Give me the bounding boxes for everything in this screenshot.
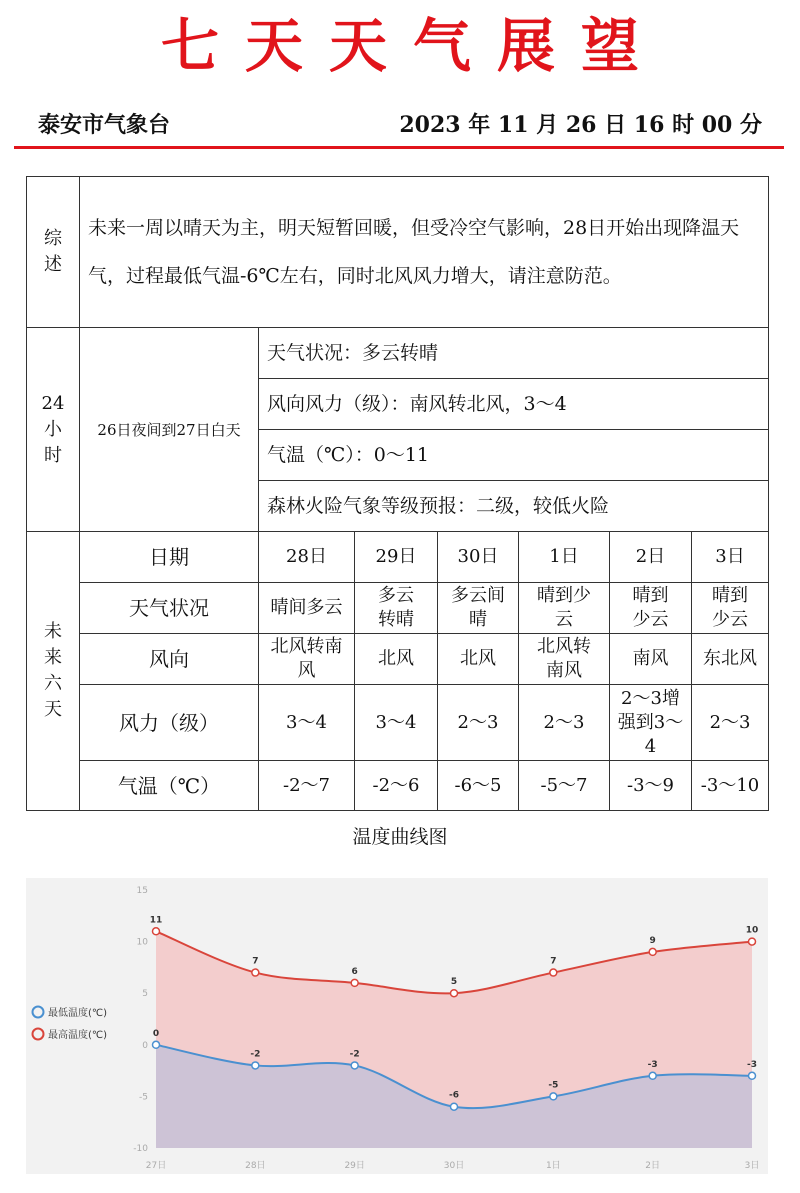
day-wind-force: 2～3增强到3～4 (610, 685, 692, 761)
x-tick-label: 29日 (344, 1161, 365, 1171)
day-weather: 晴到少云 (692, 583, 769, 634)
six-day-wind-dir-row (27, 634, 769, 685)
min-temp-point (550, 1093, 557, 1100)
issue-time: 2023 年 11 月 26 日 16 时 00 分 (399, 112, 762, 138)
day-weather: 多云转晴 (355, 583, 438, 634)
min-temp-legend-label: 最低温度(℃) (48, 1008, 108, 1019)
header-divider (14, 146, 784, 149)
summary-text: 未来一周以晴天为主，明天短暂回暖，但受冷空气影响，28日开始出现降温天气，过程最低气温-6℃左右，同时北风风力增大，请注意防范。 (80, 177, 769, 328)
y-tick-label: -5 (139, 1092, 148, 1103)
x-tick-label: 2日 (645, 1161, 661, 1171)
six-day-weather-row (27, 583, 769, 634)
max-temp-data-label: 5 (450, 977, 458, 988)
day-wind-dir: 北风 (438, 634, 519, 685)
day-date: 29日 (355, 532, 438, 583)
day-wind-dir: 南风 (610, 634, 692, 685)
day-wind-dir: 北风转南风 (259, 634, 355, 685)
summary-label: 综 述 (27, 177, 80, 328)
max-temp-point (351, 979, 358, 986)
min-temp-data-label: -5 (548, 1080, 559, 1091)
day-temp: -2～6 (355, 761, 438, 811)
max-temp-data-label: 10 (745, 925, 759, 936)
temperature-chart (26, 878, 768, 1174)
day-wind-force: 2～3 (438, 685, 519, 761)
day-wind-force: 2～3 (692, 685, 769, 761)
min-temp-point (451, 1103, 458, 1110)
day-temp: -3～10 (692, 761, 769, 811)
max-temp-data-label: 7 (550, 956, 557, 967)
y-tick-label: 15 (136, 886, 148, 896)
row-label-wind-force: 风力（级） (80, 685, 259, 761)
next24-temp: 气温（℃）：0～11 (259, 430, 769, 481)
max-temp-legend-marker (33, 1029, 44, 1040)
next24-weather-row (27, 328, 769, 379)
chart-caption: 温度曲线图 (352, 826, 448, 848)
summary-row (27, 177, 769, 328)
next24-wind: 风向风力（级）：南风转北风，3～4 (259, 379, 769, 430)
max-temp-data-label: 7 (252, 956, 259, 967)
day-date: 28日 (259, 532, 355, 583)
day-date: 30日 (438, 532, 519, 583)
next24-period: 26日夜间到27日白天 (80, 328, 259, 532)
day-wind-force: 2～3 (519, 685, 610, 761)
max-temp-point (451, 990, 458, 997)
day-wind-dir: 北风转南风 (519, 634, 610, 685)
next24-fire-risk: 森林火险气象等级预报：二级，较低火险 (259, 481, 769, 532)
six-day-date-row (27, 532, 769, 583)
min-temp-point (749, 1072, 756, 1079)
row-label-date: 日期 (80, 532, 259, 583)
six-day-label: 未 来 六 天 (27, 532, 80, 811)
next24-label: 24 小 时 (27, 328, 80, 532)
day-weather: 晴间多云 (259, 583, 355, 634)
max-temp-point (550, 969, 557, 976)
x-tick-label: 27日 (145, 1161, 167, 1171)
min-temp-point (351, 1062, 358, 1069)
day-weather: 晴到少云 (610, 583, 692, 634)
max-temp-point (649, 948, 656, 955)
forecast-table (26, 176, 769, 811)
x-tick-label: 28日 (245, 1161, 266, 1171)
day-wind-dir: 北风 (355, 634, 438, 685)
issuing-office: 泰安市气象台 (38, 112, 171, 138)
day-wind-force: 3～4 (259, 685, 355, 761)
day-temp: -6～5 (438, 761, 519, 811)
x-tick-label: 30日 (443, 1161, 465, 1171)
six-day-temp-row (27, 761, 769, 811)
max-temp-point (153, 928, 160, 935)
temperature-chart-svg (26, 878, 768, 1174)
next24-weather: 天气状况：多云转晴 (259, 328, 769, 379)
day-date: 3日 (692, 532, 769, 583)
max-temp-point (749, 938, 756, 945)
y-tick-label: -10 (133, 1144, 148, 1154)
y-tick-label: 0 (142, 1040, 148, 1051)
day-date: 1日 (519, 532, 610, 583)
six-day-wind-force-row (27, 685, 769, 761)
x-tick-label: 1日 (545, 1161, 561, 1171)
min-temp-legend-marker (33, 1007, 44, 1018)
x-tick-label: 3日 (744, 1161, 760, 1171)
max-temp-data-label: 9 (649, 935, 656, 946)
min-temp-data-label: -2 (349, 1049, 360, 1060)
max-temp-data-label: 6 (351, 966, 358, 977)
min-temp-data-label: -3 (747, 1059, 757, 1070)
row-label-temp: 气温（℃） (80, 761, 259, 811)
min-temp-data-label: -2 (250, 1049, 261, 1060)
day-temp: -5～7 (519, 761, 610, 811)
min-temp-data-label: -3 (647, 1059, 658, 1070)
y-tick-label: 5 (142, 989, 148, 1000)
row-label-weather: 天气状况 (80, 583, 259, 634)
day-weather: 多云间晴 (438, 583, 519, 634)
min-temp-data-label: 0 (152, 1028, 160, 1039)
day-wind-dir: 东北风 (692, 634, 769, 685)
day-temp: -2～7 (259, 761, 355, 811)
row-label-wind-dir: 风向 (80, 634, 259, 685)
page-title: 七天天气展望 (160, 12, 665, 80)
max-temp-data-label: 11 (149, 915, 163, 926)
day-weather: 晴到少云 (519, 583, 610, 634)
day-date: 2日 (610, 532, 692, 583)
y-tick-label: 10 (136, 937, 148, 948)
min-temp-data-label: -6 (449, 1090, 459, 1101)
min-temp-point (153, 1041, 160, 1048)
max-temp-point (252, 969, 259, 976)
max-temp-legend-label: 最高温度(℃) (48, 1030, 108, 1041)
min-temp-point (252, 1062, 259, 1069)
min-temp-point (649, 1072, 656, 1079)
day-wind-force: 3～4 (355, 685, 438, 761)
day-temp: -3～9 (610, 761, 692, 811)
